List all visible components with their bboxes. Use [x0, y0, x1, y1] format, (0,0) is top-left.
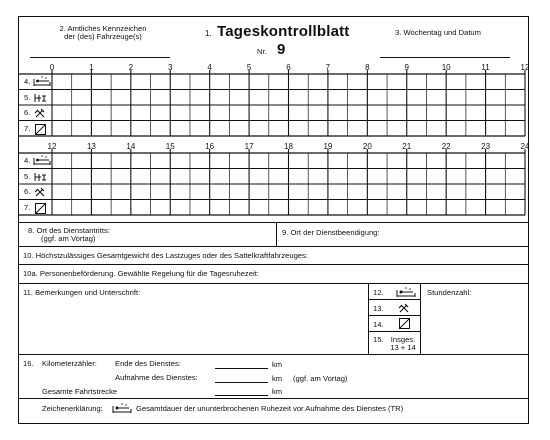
hour-label: 14 [126, 142, 136, 151]
hour-label: 7 [325, 63, 331, 72]
divider [276, 222, 277, 246]
steering-wheel-icon [33, 171, 51, 183]
field-16-label: 16. [23, 359, 34, 368]
hour-label: 17 [244, 142, 254, 151]
total-13-14-label: Insges. 13 + 14 [390, 335, 416, 352]
km-unit: km [272, 374, 283, 383]
hour-label: 2 [128, 63, 134, 72]
total-distance-label: Gesamte Fahrtstrecke [42, 387, 118, 396]
vehicle-plate-label: 2. Amtliches Kennzeichen der (des) Fahrzeuge(s) [59, 24, 147, 41]
availability-box-icon [33, 202, 51, 214]
max-weight-label: 10. Höchstzulässiges Gesamtgewicht des Lastzuges oder des Sattelkraftfahrzeuges: [23, 251, 308, 260]
km-unit: km [272, 387, 283, 396]
row-number-label: 5. [24, 171, 31, 181]
row-number-label: 4. [24, 77, 31, 86]
work-hammers-icon [33, 186, 51, 198]
legend-text: Gesamtdauer der ununterbrochenen Ruhezeit vor Aufnahme des Dienstes (TR) [136, 404, 404, 413]
row-number-label: 7. [24, 123, 31, 133]
divider [18, 264, 529, 265]
hour-label: 19 [323, 142, 333, 151]
divider [18, 354, 529, 355]
hour-label: 21 [402, 142, 412, 151]
work-hammers-icon [398, 302, 410, 313]
hour-label: 12 [47, 142, 57, 151]
previous-day-note: (ggf. am Vortag) [293, 374, 348, 383]
odometer-label: Kilometerzähler: [42, 359, 97, 368]
row-number-label: 7. [24, 202, 31, 212]
divider [18, 246, 529, 247]
divider [18, 222, 529, 223]
hour-label: 22 [441, 142, 451, 151]
hour-label: 24 [520, 142, 530, 151]
hour-label: 9 [404, 63, 409, 72]
total-distance-field[interactable] [215, 395, 268, 396]
odometer-start-label: Aufnahme des Dienstes: [115, 373, 198, 382]
hours-count-label: Stundenzahl: [427, 288, 472, 297]
end-location-label: 9. Ort der Dienstbeendigung: [282, 228, 380, 237]
hour-label: 1 [89, 63, 94, 72]
row-number-label: 4. [24, 156, 31, 165]
field-12-label: 12. [373, 288, 384, 297]
field-13-label: 13. [373, 304, 384, 313]
hour-label: 4 [207, 63, 212, 72]
odometer-start-field[interactable] [215, 382, 268, 383]
row-number-label: 6. [24, 108, 31, 117]
bed-icon [112, 403, 132, 414]
divider [18, 398, 529, 399]
row-number-label: 6. [24, 187, 31, 196]
km-unit: km [272, 360, 283, 369]
hour-label: 3 [168, 63, 173, 72]
hour-label: 23 [481, 142, 491, 151]
remarks-signature-label: 11. Bemerkungen und Unterschrift: [23, 288, 141, 297]
legend-label: Zeichenerklärung: [42, 404, 103, 413]
hour-label: 5 [246, 63, 252, 72]
start-location-label: 8. Ort des Dienstantritts: (ggf. am Vortag) [28, 226, 110, 243]
divider [368, 299, 420, 300]
divider [368, 283, 369, 354]
hour-label: 11 [481, 63, 490, 72]
passenger-transport-label: 10a. Personenbeförderung. Gewählte Regelung für die Tagesruhezeit: [23, 269, 259, 278]
divider [368, 331, 420, 332]
divider [368, 315, 420, 316]
number-label: Nr. [257, 47, 267, 56]
bed-icon [396, 287, 416, 298]
hour-label: 0 [49, 63, 55, 72]
hour-label: 12 [520, 63, 530, 72]
hour-label: 8 [365, 63, 370, 72]
hour-label: 18 [284, 142, 293, 151]
field-14-label: 14. [373, 320, 384, 329]
divider [18, 283, 529, 284]
field-15-label: 15. [373, 335, 384, 344]
availability-box-icon [399, 318, 410, 329]
hour-label: 10 [441, 63, 451, 72]
divider [420, 283, 421, 354]
page-title: Tageskontrollblatt [217, 23, 350, 40]
row-number-label: 5. [24, 92, 31, 102]
bed-icon [33, 155, 51, 167]
title-number: 1. [205, 29, 212, 38]
hour-label: 16 [205, 142, 215, 151]
odometer-end-label: Ende des Dienstes: [115, 359, 181, 368]
hour-label: 15 [165, 142, 175, 151]
odometer-end-field[interactable] [215, 368, 268, 369]
sheet-number: 9 [277, 41, 286, 58]
hour-label: 20 [362, 142, 372, 151]
hour-label: 6 [286, 63, 291, 72]
hour-label: 13 [86, 142, 96, 151]
weekday-date-label: 3. Wochentag und Datum [395, 28, 481, 37]
